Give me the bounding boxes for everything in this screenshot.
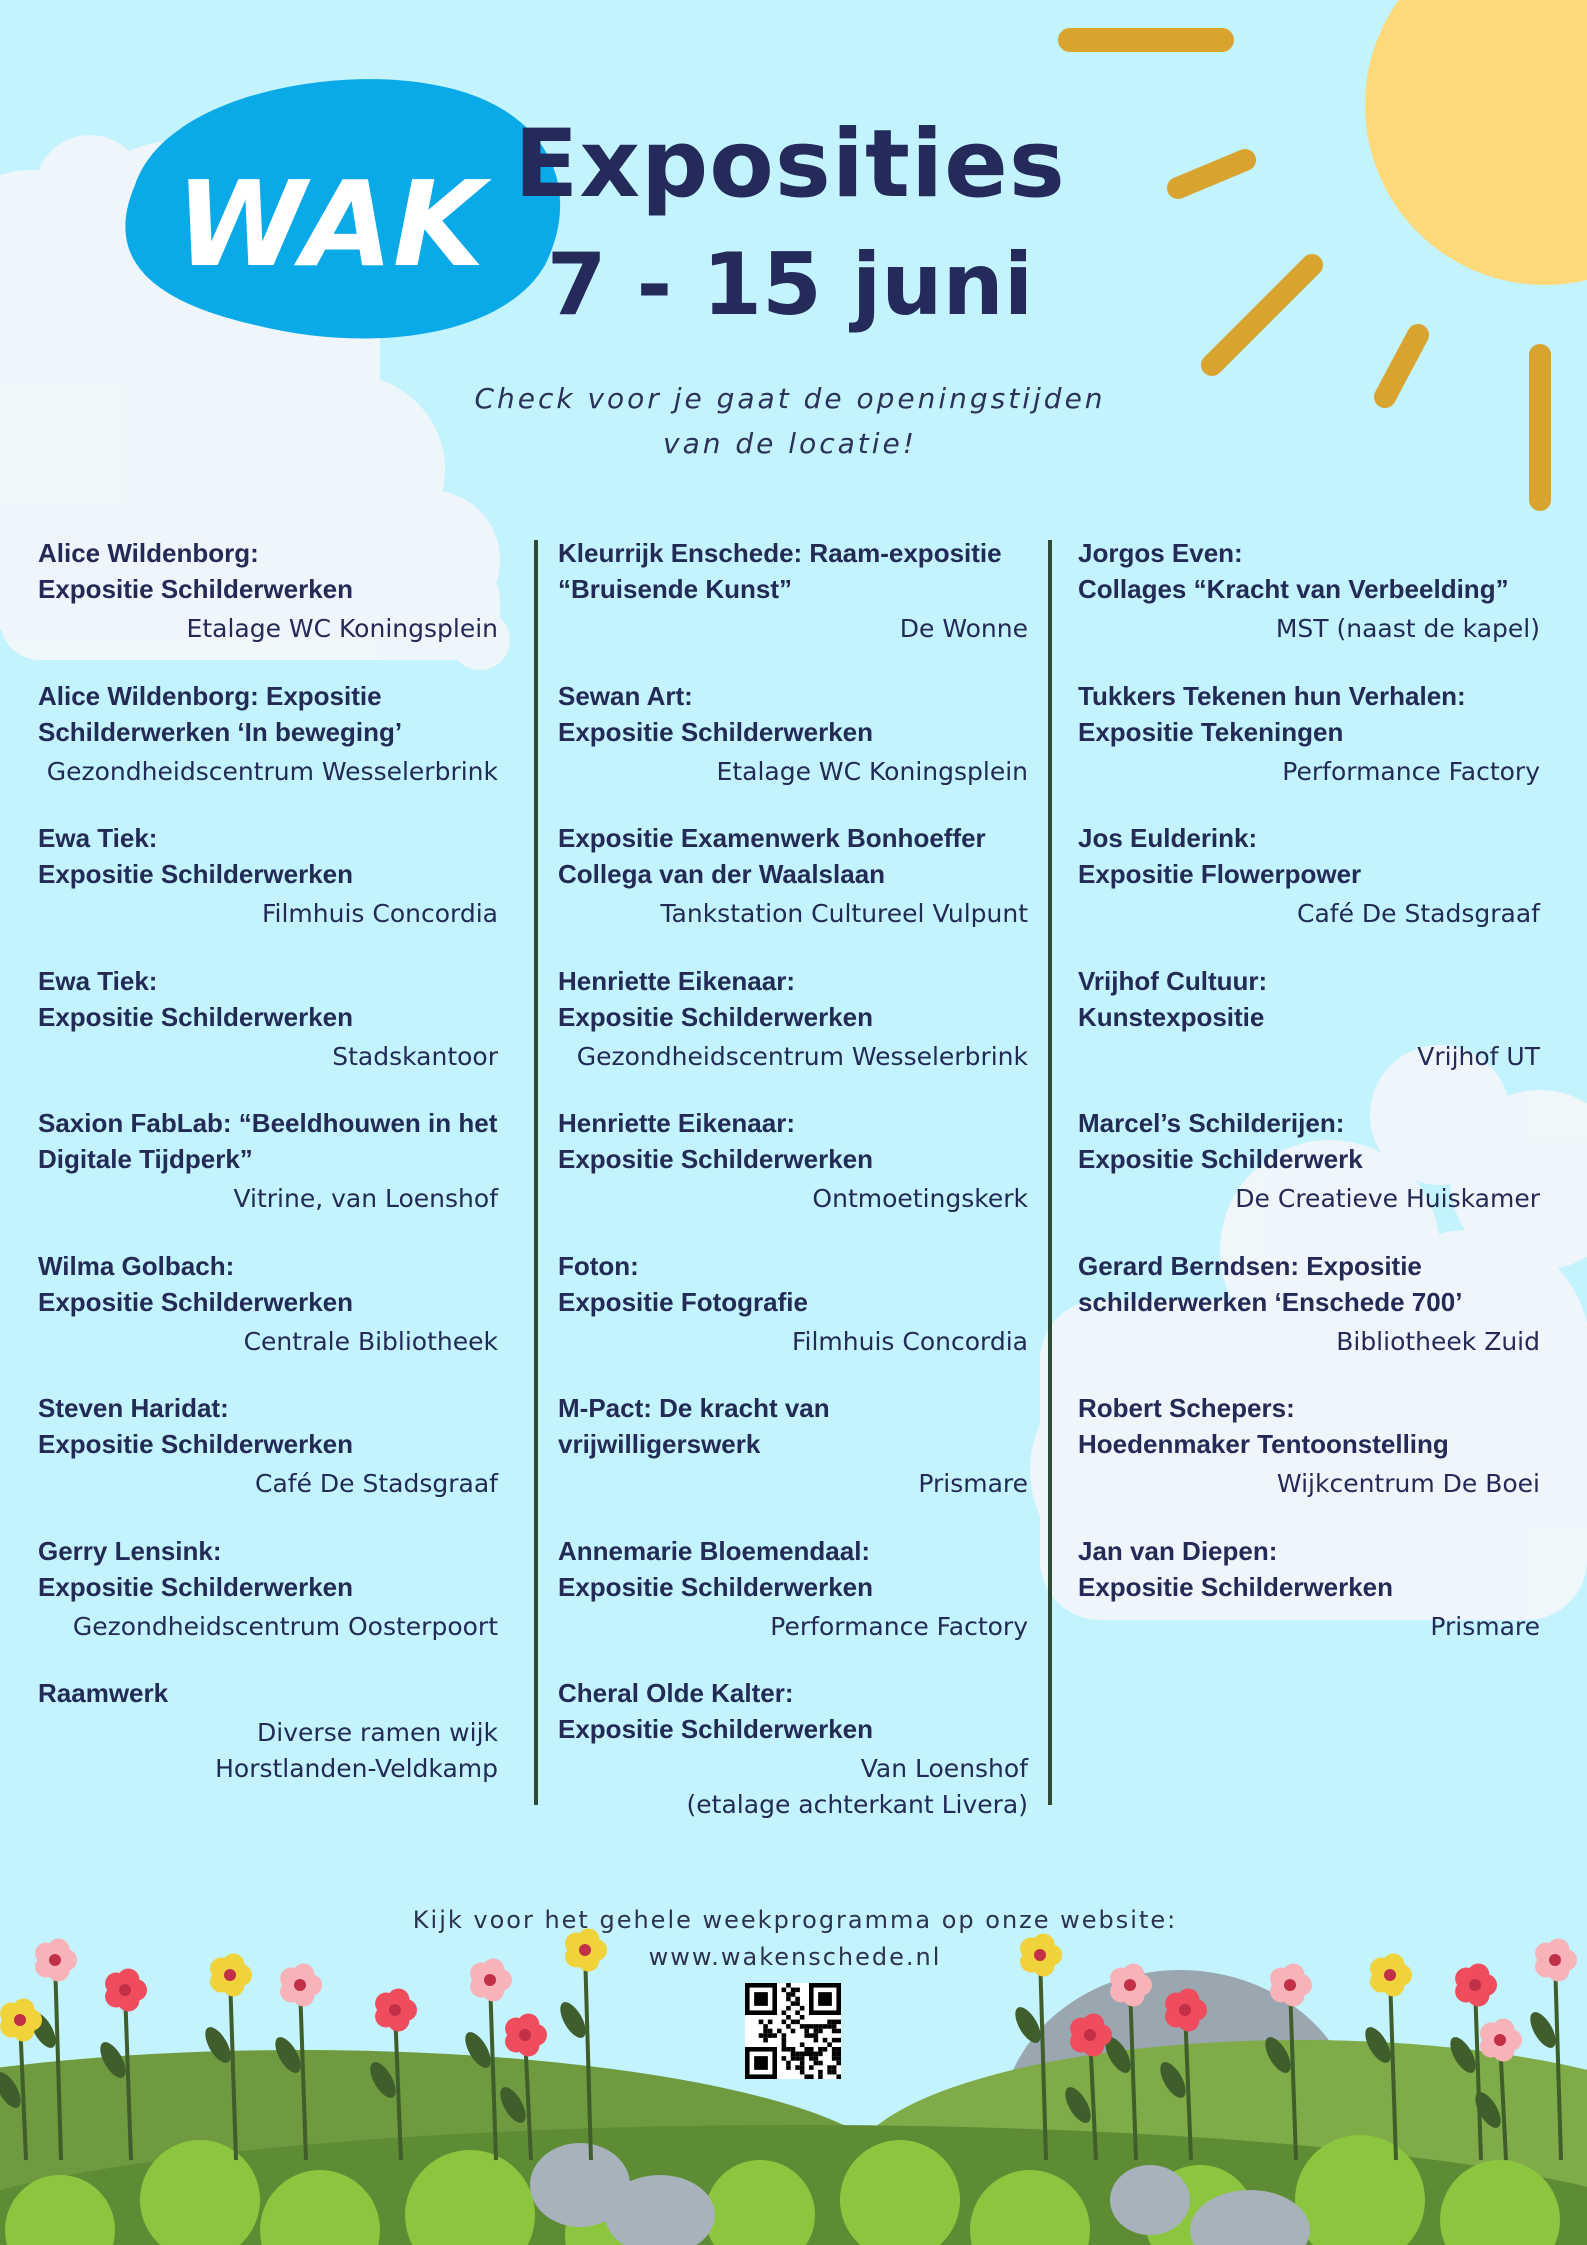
- exhibition-entry: [1078, 963, 1540, 1075]
- exhibition-title: Gerard Berndsen: Expositie schilderwerken ‘Enschede 700’: [1078, 1250, 1463, 1317]
- subtitle: [440, 376, 1140, 466]
- event-dates: 7 - 15 juni: [546, 235, 1034, 335]
- exhibition-entry: [1078, 535, 1540, 647]
- subtitle-line-1: Check voor je gaat de openingstijden: [474, 382, 1106, 415]
- exhibition-location: Filmhuis Concordia: [261, 899, 498, 928]
- exhibition-title: Kleurrijk Enschede: Raam-expositie “Bruisende Kunst”: [558, 538, 1002, 604]
- exhibition-title: Alice Wildenborg: Expositie Schilderwerken: [38, 538, 354, 604]
- exhibition-entry: [38, 1248, 498, 1360]
- footer-line-1: Kijk voor het gehele weekprogramma op onze website:: [412, 1906, 1178, 1934]
- exhibition-entry: [38, 1533, 498, 1645]
- exhibition-location: Vrijhof UT: [1417, 1041, 1540, 1071]
- exhibition-entry: [38, 535, 498, 647]
- exhibition-location: Etalage WC Koningsplein: [716, 756, 1028, 786]
- subtitle-line-2: van de locatie!: [663, 427, 917, 460]
- exhibition-title: Tukkers Tekenen hun Verhalen: Expositie Tekeningen: [1078, 680, 1466, 747]
- exhibition-title: Henriette Eikenaar: Expositie Schilderwerken: [558, 1108, 874, 1174]
- page-title: Exposities: [514, 110, 1066, 219]
- exhibition-title: Cheral Olde Kalter: Expositie Schilderwerken: [558, 1678, 874, 1744]
- header: [0, 0, 1587, 520]
- exhibition-location: De Wonne: [899, 614, 1028, 643]
- exhibition-entry: [1078, 1248, 1540, 1360]
- exhibition-entry: [38, 1390, 498, 1502]
- exhibition-entry: [558, 1105, 1028, 1217]
- exhibition-location: Ontmoetingskerk: [812, 1184, 1028, 1213]
- exhibition-location: Prismare: [918, 1469, 1028, 1498]
- meadow-illustration: [0, 1929, 1587, 2245]
- exhibition-location: Café De Stadsgraaf: [255, 1469, 498, 1498]
- exhibition-entry: [38, 820, 498, 932]
- exhibition-location: Gezondheidscentrum Wesselerbrink: [46, 756, 498, 786]
- footer: [380, 1902, 1210, 1976]
- exhibition-entry: [38, 678, 498, 790]
- exhibition-entry: [558, 678, 1028, 790]
- exhibition-title: Foton: Expositie Fotografie: [558, 1250, 808, 1317]
- exhibition-title: Raamwerk: [38, 1678, 169, 1708]
- exhibition-location: Café De Stadsgraaf: [1297, 899, 1540, 928]
- exhibition-location: Centrale Bibliotheek: [243, 1326, 498, 1356]
- exhibition-location: Bibliotheek Zuid: [1336, 1326, 1540, 1356]
- exhibition-location: De Creatieve Huiskamer: [1235, 1184, 1540, 1213]
- exhibition-entry: [558, 963, 1028, 1075]
- exhibition-entry: [558, 1533, 1028, 1645]
- website-link[interactable]: www.wakenschede.nl: [648, 1943, 942, 1971]
- exhibition-location: Van Loenshof (etalage achterkant Livera): [686, 1754, 1028, 1819]
- exhibition-title: Robert Schepers: Hoedenmaker Tentoonstelling: [1078, 1393, 1449, 1459]
- exhibition-title: Jorgos Even: Collages “Kracht van Verbeelding”: [1078, 538, 1509, 604]
- exhibition-location: Tankstation Cultureel Vulpunt: [660, 899, 1028, 928]
- exhibition-title: Expositie Examenwerk Bonhoeffer Collega van der Waalslaan: [558, 823, 986, 889]
- exhibition-location: Etalage WC Koningsplein: [186, 614, 498, 643]
- exhibition-title: Steven Haridat: Expositie Schilderwerken: [38, 1393, 354, 1459]
- exhibition-title: Wilma Golbach: Expositie Schilderwerken: [38, 1250, 354, 1317]
- exhibition-title: Gerry Lensink: Expositie Schilderwerken: [38, 1535, 354, 1602]
- exhibition-location: Wijkcentrum De Boei: [1276, 1469, 1540, 1498]
- exhibition-title: Sewan Art: Expositie Schilderwerken: [558, 680, 874, 747]
- exhibition-location: Filmhuis Concordia: [791, 1326, 1028, 1356]
- exhibition-location: Vitrine, van Loenshof: [233, 1184, 498, 1213]
- exhibition-entry: [558, 820, 1028, 932]
- exhibition-title: Henriette Eikenaar: Expositie Schilderwerken: [558, 965, 874, 1032]
- exhibition-entry: [38, 1675, 498, 1787]
- exhibition-entry: [558, 535, 1028, 647]
- exhibition-entry: [558, 1675, 1028, 1823]
- exhibition-entry: [558, 1390, 1028, 1502]
- exhibition-location: Prismare: [1430, 1611, 1540, 1641]
- exhibition-title: Marcel’s Schilderijen: Expositie Schilderwerk: [1078, 1108, 1363, 1174]
- exhibition-title: M-Pact: De kracht van vrijwilligerswerk: [558, 1393, 830, 1459]
- exhibition-title: Ewa Tiek: Expositie Schilderwerken: [38, 823, 354, 889]
- logo-text: WAK: [175, 155, 485, 293]
- exhibition-entry: [1078, 820, 1540, 932]
- exhibition-title: Ewa Tiek: Expositie Schilderwerken: [38, 965, 354, 1032]
- exhibition-location: Performance Factory: [1282, 756, 1540, 786]
- exhibition-entry: [1078, 1533, 1540, 1645]
- exhibition-title: Annemarie Bloemendaal: Expositie Schilderwerken: [558, 1535, 874, 1602]
- exhibition-title: Jos Eulderink: Expositie Flowerpower: [1078, 823, 1362, 889]
- exhibition-title: Jan van Diepen: Expositie Schilderwerken: [1078, 1535, 1394, 1602]
- exhibition-entry: [558, 1248, 1028, 1360]
- exhibition-entry: [1078, 1390, 1540, 1502]
- qr-code-icon[interactable]: [745, 1983, 841, 2079]
- exhibition-location: Performance Factory: [770, 1611, 1028, 1641]
- exhibition-entry: [1078, 678, 1540, 790]
- exhibition-location: Diverse ramen wijk Horstlanden-Veldkamp: [215, 1718, 498, 1783]
- exhibition-title: Vrijhof Cultuur: Kunstexpositie: [1078, 965, 1268, 1032]
- exhibition-location: Gezondheidscentrum Oosterpoort: [72, 1611, 498, 1641]
- exhibition-title: Alice Wildenborg: Expositie Schilderwerken ‘In beweging’: [38, 680, 403, 747]
- exhibition-location: Gezondheidscentrum Wesselerbrink: [576, 1041, 1028, 1071]
- exhibition-entry: [1078, 1105, 1540, 1217]
- exhibition-location: MST (naast de kapel): [1275, 614, 1540, 643]
- exhibition-entry: [38, 963, 498, 1075]
- exhibition-location: Stadskantoor: [332, 1041, 498, 1071]
- exhibition-entry: [38, 1105, 498, 1217]
- column-divider: [1048, 540, 1052, 1805]
- exhibition-title: Saxion FabLab: “Beeldhouwen in het Digitale Tijdperk”: [38, 1108, 498, 1174]
- column-divider: [534, 540, 538, 1805]
